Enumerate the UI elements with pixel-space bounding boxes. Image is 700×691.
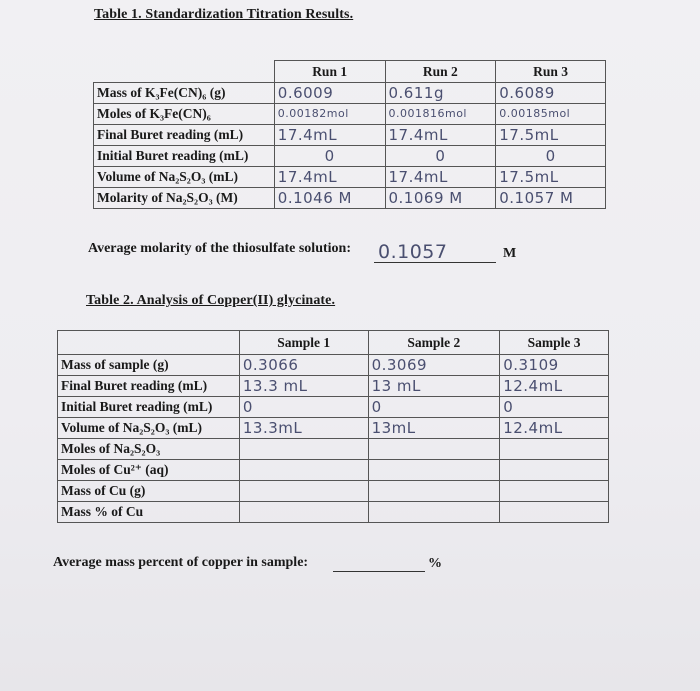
table2-row-label: Volume of Na₂S₂O₃ (mL): [58, 418, 240, 439]
table2-row-label: Moles of Cu²⁺ (aq): [58, 460, 240, 481]
table2-cell[interactable]: [368, 460, 500, 481]
table1-cell[interactable]: 0.00182mol: [274, 104, 385, 125]
table2-cell[interactable]: [239, 460, 368, 481]
table2-row-label: Mass % of Cu: [58, 502, 240, 523]
table1-row-label: Final Buret reading (mL): [94, 125, 275, 146]
table2-cell[interactable]: [500, 481, 609, 502]
table2-cell[interactable]: 12.4mL: [500, 376, 609, 397]
table2-row-label: Mass of sample (g): [58, 355, 240, 376]
table2-cell[interactable]: [500, 439, 609, 460]
table2-cell[interactable]: 13.3mL: [239, 418, 368, 439]
table2-row-label: Initial Buret reading (mL): [58, 397, 240, 418]
table2-cell[interactable]: 0.3069: [368, 355, 500, 376]
table2-header-sample3: Sample 3: [500, 331, 609, 355]
table1-cell[interactable]: 17.4mL: [274, 167, 385, 188]
table1-cell[interactable]: 0: [385, 146, 496, 167]
table2-row-label: Moles of Na₂S₂O₃: [58, 439, 240, 460]
table2-cell[interactable]: [239, 481, 368, 502]
table1-row-label: Volume of Na₂S₂O₃ (mL): [94, 167, 275, 188]
table2-cell[interactable]: 13.3 mL: [239, 376, 368, 397]
table1-cell[interactable]: 17.4mL: [274, 125, 385, 146]
table1-cell[interactable]: 0.1069 M: [385, 188, 496, 209]
table2-title: Table 2. Analysis of Copper(II) glycinate.: [86, 293, 336, 308]
table1-cell[interactable]: 17.4mL: [385, 167, 496, 188]
table2-header-sample1: Sample 1: [239, 331, 368, 355]
average-mass-percent-unit: %: [428, 556, 442, 571]
table1-row-label: Molarity of Na₂S₂O₃ (M): [94, 188, 275, 209]
average-molarity-label: Average molarity of the thiosulfate solution:: [88, 241, 351, 256]
table2-cell[interactable]: 13 mL: [368, 376, 500, 397]
table1-cell[interactable]: 0.1057 M: [496, 188, 606, 209]
table2-cell[interactable]: 0: [500, 397, 609, 418]
table1-row-label: Mass of K₃Fe(CN)₆ (g): [94, 83, 275, 104]
table2-cell[interactable]: [239, 502, 368, 523]
table2: [57, 330, 609, 523]
table1-cell[interactable]: 0: [274, 146, 385, 167]
table2-row-label: Final Buret reading (mL): [58, 376, 240, 397]
table1-header-run3: Run 3: [496, 61, 606, 83]
table1-cell[interactable]: 17.5mL: [496, 125, 606, 146]
table1-cell[interactable]: 0.00185mol: [496, 104, 606, 125]
table1-cell[interactable]: 0.6009: [274, 83, 385, 104]
table1-cell[interactable]: 0.001816mol: [385, 104, 496, 125]
table2-cell[interactable]: [368, 439, 500, 460]
average-molarity-value: 0.1057: [378, 241, 448, 263]
table2-cell[interactable]: [500, 502, 609, 523]
table2-header-sample2: Sample 2: [368, 331, 500, 355]
table1-cell[interactable]: 0.6089: [496, 83, 606, 104]
table1-title: Table 1. Standardization Titration Results.: [94, 7, 354, 22]
table1-cell[interactable]: 0.1046 M: [274, 188, 385, 209]
table2-cell[interactable]: 13mL: [368, 418, 500, 439]
table2-cell[interactable]: [368, 502, 500, 523]
average-mass-percent-label: Average mass percent of copper in sample:: [53, 555, 309, 570]
table2-cell[interactable]: [239, 439, 368, 460]
table2-cell[interactable]: 0: [239, 397, 368, 418]
table1-header-run1: Run 1: [274, 61, 385, 83]
table1-cell[interactable]: 17.5mL: [496, 167, 606, 188]
table2-cell[interactable]: 0.3109: [500, 355, 609, 376]
table2-cell[interactable]: 0.3066: [239, 355, 368, 376]
table2-cell[interactable]: 12.4mL: [500, 418, 609, 439]
table1-cell[interactable]: 0: [496, 146, 606, 167]
table1-cell[interactable]: 0.611g: [385, 83, 496, 104]
table2-cell[interactable]: [500, 460, 609, 481]
table2-cell[interactable]: 0: [368, 397, 500, 418]
average-molarity-line[interactable]: [374, 241, 496, 263]
table2-row-label: Mass of Cu (g): [58, 481, 240, 502]
table1-row-label: Initial Buret reading (mL): [94, 146, 275, 167]
table1: [93, 60, 606, 209]
table1-cell[interactable]: 17.4mL: [385, 125, 496, 146]
table2-cell[interactable]: [368, 481, 500, 502]
table1-header-run2: Run 2: [385, 61, 496, 83]
average-molarity-unit: M: [503, 246, 517, 261]
average-mass-percent-line[interactable]: [333, 557, 425, 572]
table1-row-label: Moles of K₃Fe(CN)₆: [94, 104, 275, 125]
